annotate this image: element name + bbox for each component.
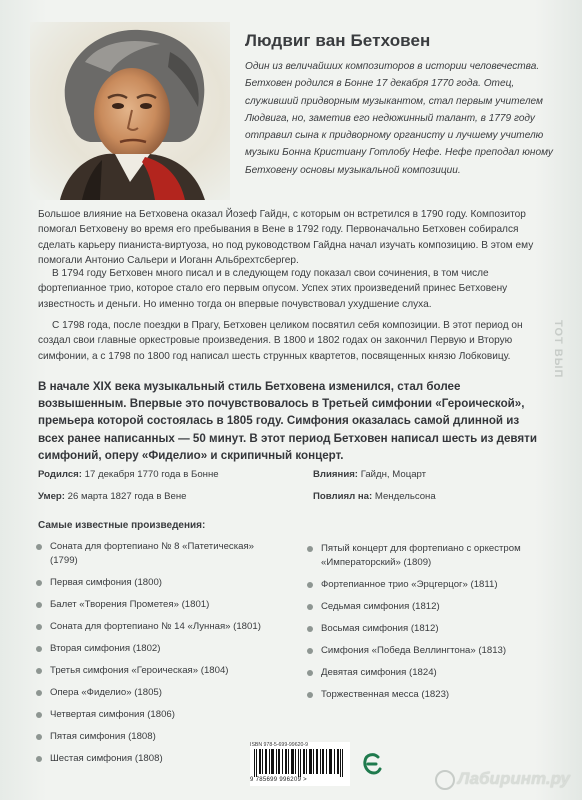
body-paragraph-1 [38,207,546,268]
list-item: Первая симфония (1800) [36,576,276,590]
body-paragraph-2 [38,266,546,312]
paragraph-text: В 1794 году Бетховен много писал и в следующем году показал свои сочинения, в том числе фортепианное трио, которое стало его первым опусом. Успех этих произведений принес Бетховену известность и деньги. Но именно тогда он впервые почувствовал ухудшение слуха. [38,268,508,310]
fact-born [38,469,219,480]
fact-value: 17 декабря 1770 года в Бонне [84,469,219,480]
edge-text [552,300,582,420]
works-list-right [307,542,557,710]
list-item: Пятый концерт для фортепиано с оркестром «Императорский» (1809) [307,542,557,569]
list-item: Четвертая симфония (1806) [36,708,276,722]
fact-value: Гайдн, Моцарт [360,469,427,480]
watermark-logo-icon [435,770,455,790]
fact-influences [313,469,426,480]
fact-label: Повлиял на: [313,491,373,502]
watermark [435,769,570,790]
fact-label: Умер: [38,491,65,502]
edge-label: ТОТ ВЫП [552,320,564,379]
page-title: Людвиг ван Бетховен [245,31,431,50]
barcode-icon [254,749,346,777]
list-item: Вторая симфония (1802) [36,642,276,656]
fact-value: 26 марта 1827 года в Вене [67,491,187,502]
list-item: Фортепианное трио «Эрцгерцог» (1811) [307,578,557,592]
fact-label: Родился: [38,469,82,480]
highlight-paragraph: В начале XIX века музыкальный стиль Бетховена изменился, стал более возвышенным. Впервые это почувствовалось в Третьей симфонии «Героической», премьера которой состоялась в 1805 году. Симфония оказалась самой длинной из всех ранее написанных — 50 минут. В этот период Бетховен написал шесть из девяти симфоний, оперу «Фиделио» и скрипичный концерт. [38,380,537,462]
fact-died [38,491,187,502]
list-item: Торжественная месса (1823) [307,688,557,702]
list-item: Девятая симфония (1824) [307,666,557,680]
list-item: Восьмая симфония (1812) [307,622,557,636]
list-item: Соната для фортепиано № 8 «Патетическая» (1799) [36,540,276,567]
list-item: Опера «Фиделио» (1805) [36,686,276,700]
watermark-text: Лабиринт.ру [457,769,570,789]
list-item: Шестая симфония (1808) [36,752,276,766]
fact-value: Мендельсона [374,491,436,502]
works-heading: Самые известные произведения: [38,520,206,531]
publisher-logo-icon [363,753,381,775]
list-item: Соната для фортепиано № 14 «Лунная» (1801) [36,620,276,634]
intro-text: Один из величайших композиторов в истории человечества. Бетховен родился в Бонне 17 декабря 1770 года. Отец, служивший придворным музыкантом, стал первым учителем Людвига, но, заметив его недюжинный талант, в 1779 году отправил сына к придворному органисту и лучшему учителю музыки Бонна Кристиану Готлобу Нефе. Нефе преподал юному Бетховену основы музыкальной композиции. [245,61,553,176]
list-item: Третья симфония «Героическая» (1804) [36,664,276,678]
isbn-barcode [250,742,350,786]
list-item: Седьмая симфония (1812) [307,600,557,614]
fact-influenced [313,491,436,502]
paragraph-text: С 1798 года, после поездки в Прагу, Бетховен целиком посвятил себя композиции. В этот период он создал свои главные оркестровые произведения. В 1800 и 1802 годах он закончил Первую и Вторую симфонии, а с 1798 по 1800 год написал шесть струнных квартетов, посвященных князю Лобковицу. [38,320,523,362]
list-item: Симфония «Победа Веллингтона» (1813) [307,644,557,658]
fact-label: Влияния: [313,469,359,480]
list-item: Балет «Творения Прометея» (1801) [36,598,276,612]
paragraph-text: Большое влияние на Бетховена оказал Йозеф Гайдн, с которым он встретился в 1790 году. Композитор помогал Бетховену во время его пребывания в Вене в 1792 году. Первоначально Бетховен собирался сделать карьеру пианиста-виртуоза, но под руководством Гайдна начал изучать композицию. В этом ему помогали Антонио Сальери и Иоганн Альбрехтсбергер. [38,209,534,266]
barcode-digits: 9 785699 996209 > [250,777,307,783]
works-list-left [36,540,276,775]
body-paragraph-3 [38,318,546,364]
list-item: Пятая симфония (1808) [36,730,276,744]
beethoven-portrait [30,22,230,200]
isbn-label: ISBN 978-5-699-99620-9 [250,742,308,748]
